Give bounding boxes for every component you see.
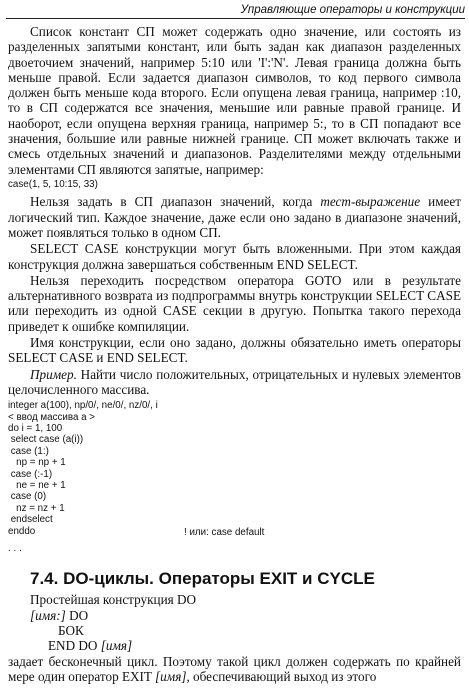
test-expression-term: тест-выражение: [320, 194, 421, 210]
code-line: integer a(100), np/0/, ne/0/, nz/0/, i: [8, 400, 158, 412]
section-title: 7.4. DO-циклы. Операторы EXIT и CYCLE: [30, 569, 375, 589]
construct-line-do: [имя:] DO: [30, 607, 89, 623]
code-line: do i = 1, 100: [8, 423, 63, 435]
code-line: case (:-1): [8, 468, 53, 480]
code-comment: ! или: case default: [184, 527, 265, 539]
code-line: endselect: [8, 514, 53, 526]
code-line: ne = ne + 1: [8, 480, 66, 492]
paragraph-example: Пример. Найти число положительных, отрицательных и нулевых элементов целочисленного массива.: [8, 366, 461, 397]
do-construct-syntax: [8, 608, 461, 654]
construct-line-body: БОК: [58, 623, 84, 638]
example-label: Пример.: [30, 366, 77, 382]
code-line: nz = nz + 1: [8, 502, 65, 514]
code-line: select case (a(i)): [8, 434, 84, 446]
construct-line-end-do: END DO [имя]: [48, 638, 133, 654]
paragraph-range-restriction: Нельзя задать в СП диапазон значений, когда тест-выражение имеет логический тип. Каждое значение, даже если оно задано в диапазоне значений, может появляться только в одном СП.: [8, 194, 462, 240]
code-ellipsis: . . .: [8, 543, 22, 555]
paragraph-infinite-loop: задает бесконечный цикл. Поэтому такой цикл должен содержать по крайней мере один оператор EXIT [имя], обеспечивающий выход из этого: [8, 653, 461, 684]
paragraph-list-of-constants: Список констант СП может содержать одно значение, или состоять из разделенных запятыми констант, или быть задан как диапазон разделенных двоеточием значений, например 5:10 или 'I':'N'. Левая граница должна быть меньше правой. Если задается диапазон символов, то код первого символа должен быть меньше кода второго. Если опущена левая граница, например :10, то в СП содержатся все значения, меньшие или равные правой границе. И наоборот, если опущена верхняя граница, например 5:, то в СП попадают все значения, большие или равные нижней границе. СП может включать также и смесь отдельных значений и диапазонов. Разделителями между отдельными элементами СП являются запятые, например:: [8, 24, 461, 177]
paragraph-construct-name: Имя конструкции, если оно задано, должны обязательно иметь операторы SELECT CASE и END SELECT.: [8, 335, 461, 366]
paragraph-nested-select: SELECT CASE конструкции могут быть вложенными. При этом каждая конструкция должна завершаться собственным END SELECT.: [8, 241, 461, 272]
code-line: < ввод массива a >: [8, 411, 96, 423]
page-body: [8, 24, 461, 684]
paragraph-simplest-do: Простейшая конструкция DO: [30, 592, 197, 608]
example-code-block: [8, 400, 461, 537]
code-line: enddo: [8, 525, 36, 537]
running-head: Управляющие операторы и конструкции: [6, 2, 465, 19]
code-line: case (1:): [8, 445, 49, 457]
code-line: np = np + 1: [8, 457, 66, 469]
paragraph-goto-restriction: Нельзя переходить посредством оператора GOTO или в результате альтернативного возврата из подпрограммы внутрь конструкции SELECT CASE или переходить из одной CASE секции в другую. Попытка такого перехода приведет к ошибке компиляции.: [8, 272, 461, 334]
case-example-code: case(1, 5, 10:15, 33): [8, 178, 98, 190]
code-line: case (0): [8, 491, 47, 503]
code-listing: [8, 400, 461, 537]
